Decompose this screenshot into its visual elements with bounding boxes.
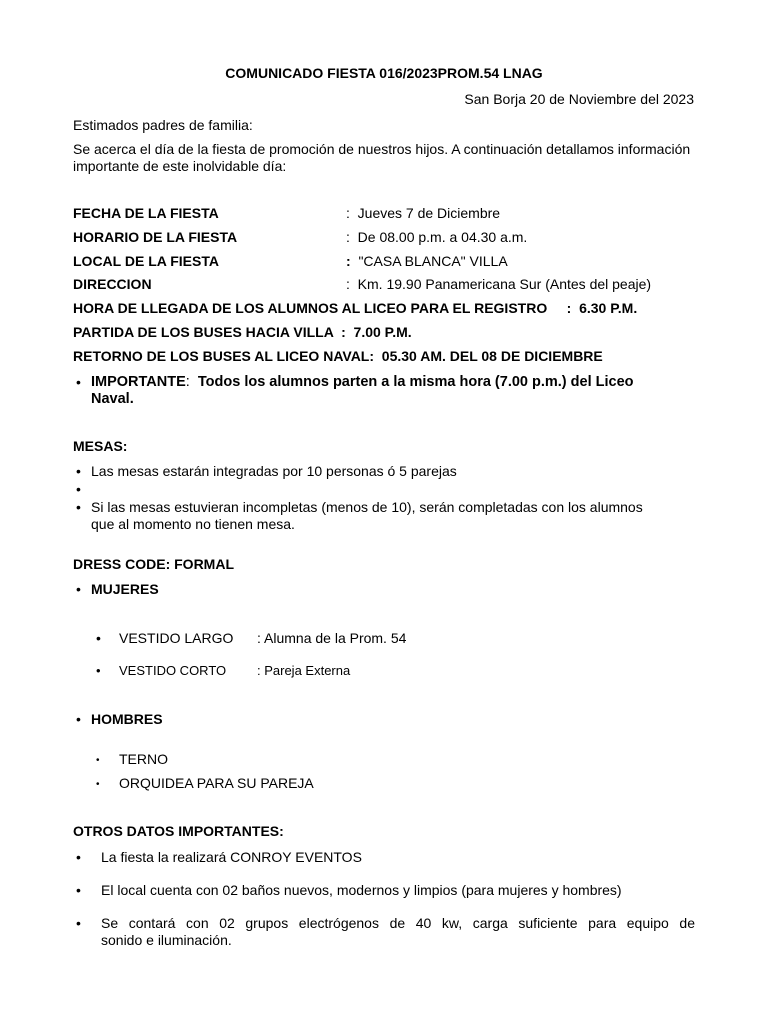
orquidea-bullet: •: [96, 779, 100, 790]
importante-label: IMPORTANTE: [91, 374, 186, 390]
detail-label-local: LOCAL DE LA FIESTA: [73, 253, 219, 269]
dress-code-heading: DRESS CODE: FORMAL: [73, 556, 234, 572]
vestido-largo-bullet: •: [96, 630, 101, 646]
vestido-largo-label: VESTIDO LARGO: [119, 630, 234, 646]
bullet-importante: •: [76, 374, 81, 390]
mujeres-label: MUJERES: [91, 581, 159, 597]
mesas-item-3-line-2: que al momento no tienen mesa.: [91, 516, 295, 532]
mesas-bullet-3: •: [76, 499, 81, 515]
retorno-buses: RETORNO DE LOS BUSES AL LICEO NAVAL: 05.30 AM. DEL 08 DE DICIEMBRE: [73, 348, 603, 364]
otros-item-3-line-1: Se contará con 02 grupos electrógenos de 40 kw, carga suficiente para equipo de: [101, 915, 695, 931]
detail-value-fecha: Jueves 7 de Diciembre: [357, 205, 501, 221]
detail-colon-horario: : De 08.00 p.m. a 04.30 a.m.: [346, 229, 528, 245]
detail-value-horario: De 08.00 p.m. a 04.30 a.m.: [357, 229, 528, 245]
vestido-corto-value: : Pareja Externa: [257, 663, 351, 678]
detail-colon-local: : "CASA BLANCA" VILLA: [346, 253, 508, 269]
mesas-bullet-1: •: [76, 463, 81, 479]
detail-value-direccion: Km. 19.90 Panamericana Sur (Antes del peaje): [357, 276, 652, 292]
intro-line-1: Se acerca el día de la fiesta de promoción de nuestros hijos. A continuación detallamos información: [73, 141, 691, 157]
mesas-item-1: Las mesas estarán integradas por 10 personas ó 5 parejas: [91, 463, 457, 479]
document-title: COMUNICADO FIESTA 016/2023PROM.54 LNAG: [225, 65, 543, 81]
mesas-item-3-line-1: Si las mesas estuvieran incompletas (menos de 10), serán completadas con los alumnos: [91, 499, 643, 515]
otros-heading: OTROS DATOS IMPORTANTES:: [73, 823, 284, 839]
orquidea-item: ORQUIDEA PARA SU PAREJA: [119, 775, 314, 791]
vestido-largo-value: : Alumna de la Prom. 54: [257, 630, 407, 646]
detail-value-local: "CASA BLANCA" VILLA: [358, 253, 508, 269]
otros-item-3-line-2: sonido e iluminación.: [101, 932, 232, 948]
vestido-corto-bullet: •: [96, 663, 101, 678]
detail-label-fecha: FECHA DE LA FIESTA: [73, 205, 219, 221]
importante-line-1: IMPORTANTE: Todos los alumnos parten a la misma hora (7.00 p.m.) del Liceo: [91, 374, 634, 390]
otros-bullet-3: •: [76, 915, 81, 931]
detail-colon-fecha: : Jueves 7 de Diciembre: [346, 205, 501, 221]
mujeres-bullet: •: [76, 581, 81, 597]
detail-label-horario: HORARIO DE LA FIESTA: [73, 229, 238, 245]
otros-bullet-2: •: [76, 882, 81, 898]
mesas-bullet-2: •: [76, 481, 81, 497]
greeting: Estimados padres de familia:: [73, 117, 253, 133]
vestido-corto-label: VESTIDO CORTO: [119, 663, 227, 678]
importante-text: Todos los alumnos parten a la misma hora (7.00 p.m.) del Liceo: [197, 374, 634, 390]
detail-colon-direccion: : Km. 19.90 Panamericana Sur (Antes del peaje): [346, 276, 652, 292]
hombres-bullet: •: [76, 711, 81, 727]
mesas-heading: MESAS:: [73, 438, 128, 454]
hora-llegada: HORA DE LLEGADA DE LOS ALUMNOS AL LICEO PARA EL REGISTRO : 6.30 P.M.: [73, 300, 638, 316]
detail-label-direccion: DIRECCION: [73, 276, 152, 292]
intro-line-2: importante de este inolvidable día:: [73, 158, 287, 174]
otros-item-1: La fiesta la realizará CONROY EVENTOS: [101, 849, 362, 865]
otros-item-2: El local cuenta con 02 baños nuevos, modernos y limpios (para mujeres y hombres): [101, 882, 622, 898]
hombres-label: HOMBRES: [91, 711, 163, 727]
terno-item: TERNO: [119, 751, 168, 767]
partida-buses: PARTIDA DE LOS BUSES HACIA VILLA : 7.00 P.M.: [73, 324, 412, 340]
terno-bullet: •: [96, 755, 100, 766]
otros-bullet-1: •: [76, 849, 81, 865]
place-date: San Borja 20 de Noviembre del 2023: [464, 91, 694, 107]
importante-line-2: Naval.: [91, 391, 134, 407]
